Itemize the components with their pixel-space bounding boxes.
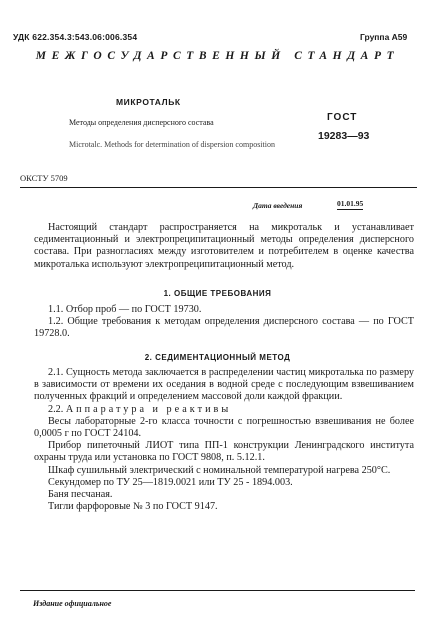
subtitle-russian: Методы определения дисперсного состава: [69, 118, 214, 127]
paragraph-2-2: [34, 404, 414, 416]
paragraph-2-2-title: Аппаратура и реактивы: [65, 403, 232, 415]
standard-banner: МЕЖГОСУДАРСТВЕННЫЙ СТАНДАРТ: [35, 50, 400, 62]
intro-text: Настоящий стандарт распространяется на микротальк и устанавливает седиментационный и электропреципитационный методы определения дисперсного состава. При разногласиях между изготовителем и потребителем в оценке качества микроталька используют электропреципитационный метод.: [34, 222, 414, 270]
udk-code: УДК 622.354.3:543.06:006.354: [13, 32, 138, 42]
paragraph-2-2-number: 2.2.: [48, 403, 64, 415]
subtitle-english: Microtalc. Methods for determination of dispersion composition: [69, 140, 275, 149]
equipment-item-pipette: Прибор пипеточный ЛИОТ типа ПП-1 конструкции Ленинградского института охраны труда или установка по ГОСТ 9808, п. 5.12.1.: [34, 440, 414, 464]
gost-label: ГОСТ: [327, 112, 358, 123]
paragraph-1-1: 1.1. Отбор проб — по ГОСТ 19730.: [48, 304, 202, 315]
product-title: МИКРОТАЛЬК: [116, 97, 181, 107]
paragraph-1-2: 1.2. Общие требования к методам определения дисперсного состава — по ГОСТ 19728.0.: [34, 316, 414, 340]
section-1-body: [34, 304, 414, 341]
section-2-body: [34, 367, 414, 513]
footer-divider: [20, 590, 415, 591]
paragraph-2-1: 2.1. Сущность метода заключается в распределении частиц микроталька по размеру в зависимости от времени их оседания в водной среде с последующим взвешиванием полученных фракций и определением массовой доли каждой фракции.: [34, 367, 414, 403]
intro-paragraph: [34, 222, 414, 271]
header-divider: [20, 187, 417, 188]
intro-date-value: 01.01.95: [337, 199, 364, 208]
group-code: Группа А59: [360, 32, 408, 42]
section-1-heading: 1. ОБЩИЕ ТРЕБОВАНИЯ: [163, 289, 272, 298]
okstu-code: ОКСТУ 5709: [20, 173, 68, 183]
equipment-item-crucibles: Тигли фарфоровые № 3 по ГОСТ 9147.: [48, 501, 218, 513]
equipment-item-oven: Шкаф сушильный электрический с номинальной температурой нагрева 250°С.: [48, 464, 391, 476]
equipment-item-stopwatch: Секундомер по ТУ 25—1819.0021 или ТУ 25 - 1894.003.: [48, 476, 293, 488]
equipment-item-scales: Весы лабораторные 2-го класса точности с погрешностью взвешивания не более 0,0005 г по ГОСТ 24104.: [34, 415, 414, 440]
intro-date-label: Дата введения: [253, 201, 303, 210]
section-2-heading: 2. СЕДИМЕНТАЦИОННЫЙ МЕТОД: [144, 353, 291, 362]
gost-number: 19283—93: [318, 130, 370, 142]
official-edition-label: Издание официальное: [33, 599, 112, 608]
equipment-item-sand-bath: Баня песчаная.: [48, 489, 113, 501]
